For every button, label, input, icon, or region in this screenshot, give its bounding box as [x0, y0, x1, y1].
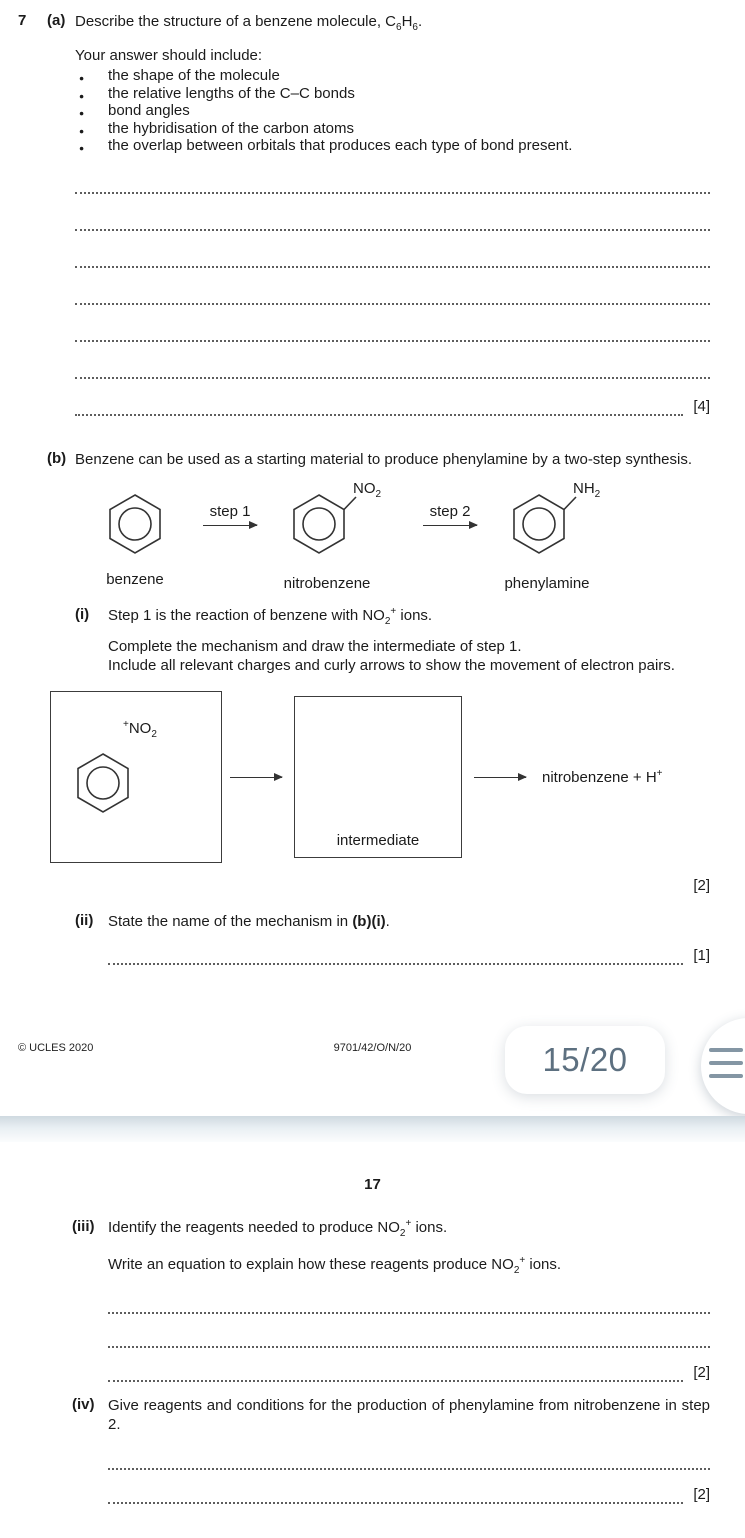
bullet-item: ● the overlap between orbitals that produces each type of bond present.	[75, 137, 710, 155]
marks-b-ii: [1]	[693, 946, 710, 964]
hamburger-icon	[709, 1074, 743, 1078]
benzene-ring-icon	[71, 748, 135, 820]
nitrobenzene-structure	[283, 479, 382, 592]
requirements-list	[75, 67, 710, 155]
answer-line	[75, 305, 710, 342]
reaction-arrow-icon	[203, 525, 257, 527]
marks-b-i	[75, 877, 710, 894]
intermediate-label: intermediate	[336, 831, 420, 849]
part-b-iii-label: (iii)	[72, 1218, 95, 1235]
marks-b-i-value: [2]	[693, 876, 710, 894]
part-b-i	[75, 606, 710, 675]
answer-area-b-iv	[108, 1436, 710, 1504]
answer-line	[108, 1314, 710, 1348]
phenylamine-structure	[504, 479, 601, 592]
mechanism-arrow-icon	[474, 777, 526, 779]
answer-line	[75, 268, 710, 305]
reaction-arrow-icon	[423, 525, 477, 527]
menu-button[interactable]	[701, 1018, 745, 1114]
compound-name-phenylamine: phenylamine	[504, 574, 590, 592]
bullet-item: ● the shape of the molecule	[75, 67, 710, 85]
pdf-page-next	[0, 1142, 745, 1538]
answer-line	[75, 231, 710, 268]
nitrobenzene-ringwrap	[287, 479, 382, 565]
no2-substituent: $NO_2$	[353, 479, 382, 500]
bullet-item: ● the relative lengths of the C–C bonds	[75, 85, 710, 103]
nitronium-ion-label: $^+NO_2$	[123, 718, 157, 740]
answer-line	[108, 1348, 683, 1382]
part-b-iii	[0, 1218, 710, 1382]
answer-line	[75, 342, 710, 379]
page-number: 17	[364, 1176, 381, 1193]
mechanism-diagram	[50, 691, 710, 863]
phenylamine-ringwrap	[507, 479, 601, 565]
answer-line	[108, 1470, 683, 1504]
marks-b-iii: [2]	[693, 1364, 710, 1381]
benzene-ring-icon	[287, 489, 367, 561]
part-b-iv	[0, 1396, 710, 1504]
b-iii-line1: Identify the reagents needed to produce $NO_2^+$ ions.	[108, 1218, 448, 1239]
part-b-ii-label: (ii)	[75, 911, 94, 929]
part-b-ii	[75, 912, 710, 965]
compound-name-nitrobenzene: nitrobenzene	[283, 574, 371, 592]
b-iv-prompt: Give reagents and conditions for the production of phenylamine from nitrobenzene in step 2.	[108, 1397, 710, 1433]
part-b	[0, 450, 745, 965]
nh2-substituent: $NH_2$	[573, 479, 601, 500]
b-i-line2: Complete the mechanism and draw the intermediate of step 1.	[108, 637, 522, 655]
benzene-ring-icon	[507, 489, 587, 561]
step2-arrow-block	[423, 503, 477, 527]
answer-line	[108, 937, 683, 965]
bullet-item: ● the hybridisation of the carbon atoms	[75, 120, 710, 138]
page-separator	[0, 1116, 745, 1142]
part-a-prompt: Describe the structure of a benzene molecule, $C_6H_6$.	[75, 13, 423, 33]
answer-area-a	[75, 157, 710, 416]
step2-label: step 2	[429, 502, 471, 520]
step1-arrow-block	[203, 503, 257, 527]
answer-line	[108, 1436, 710, 1470]
part-b-i-label: (i)	[75, 605, 90, 623]
compound-name-benzene: benzene	[106, 570, 164, 588]
include-heading: Your answer should include:	[75, 47, 263, 64]
synthesis-scheme	[103, 479, 710, 592]
benzene-ring-icon	[103, 489, 167, 561]
b-i-line3: Include all relevant charges and curly arrows to show the movement of electron pairs.	[108, 656, 675, 674]
paper-code: 9701/42/O/N/20	[333, 1042, 412, 1054]
b-iii-line2: Write an equation to explain how these reagents produce $NO_2^+$ ions.	[108, 1255, 562, 1276]
benzene-structure	[103, 489, 167, 588]
page-indicator-pill[interactable]: 15/20	[505, 1026, 665, 1094]
intermediate-box	[294, 696, 462, 858]
step1-label: step 1	[209, 502, 251, 520]
answer-line	[75, 379, 683, 416]
part-b-iv-label: (iv)	[72, 1396, 95, 1413]
part-b-intro: Benzene can be used as a starting material to produce phenylamine by a two-step synthesis.	[75, 450, 693, 468]
marks-b-iv: [2]	[693, 1486, 710, 1503]
b-ii-prompt: State the name of the mechanism in (b)(i).	[108, 912, 390, 930]
bullet-item: ● bond angles	[75, 102, 710, 120]
answer-line	[75, 194, 710, 231]
answer-line	[75, 157, 710, 194]
answer-line	[108, 1280, 710, 1314]
part-a-label: (a)	[47, 12, 66, 29]
copyright-text: © UCLES 2020	[18, 1042, 94, 1054]
product-label: nitrobenzene + H+	[542, 767, 663, 786]
hamburger-icon	[709, 1061, 743, 1065]
marks-a: [4]	[693, 397, 710, 415]
part-a	[0, 12, 745, 416]
reactants-box	[50, 691, 222, 863]
question-number: 7	[18, 12, 27, 29]
mechanism-arrow-icon	[230, 777, 282, 779]
part-b-label: (b)	[47, 449, 67, 467]
hamburger-icon	[709, 1048, 743, 1052]
answer-area-b-iii	[108, 1280, 710, 1382]
b-i-line1: Step 1 is the reaction of benzene with $NO_2^+$ ions.	[108, 605, 433, 627]
